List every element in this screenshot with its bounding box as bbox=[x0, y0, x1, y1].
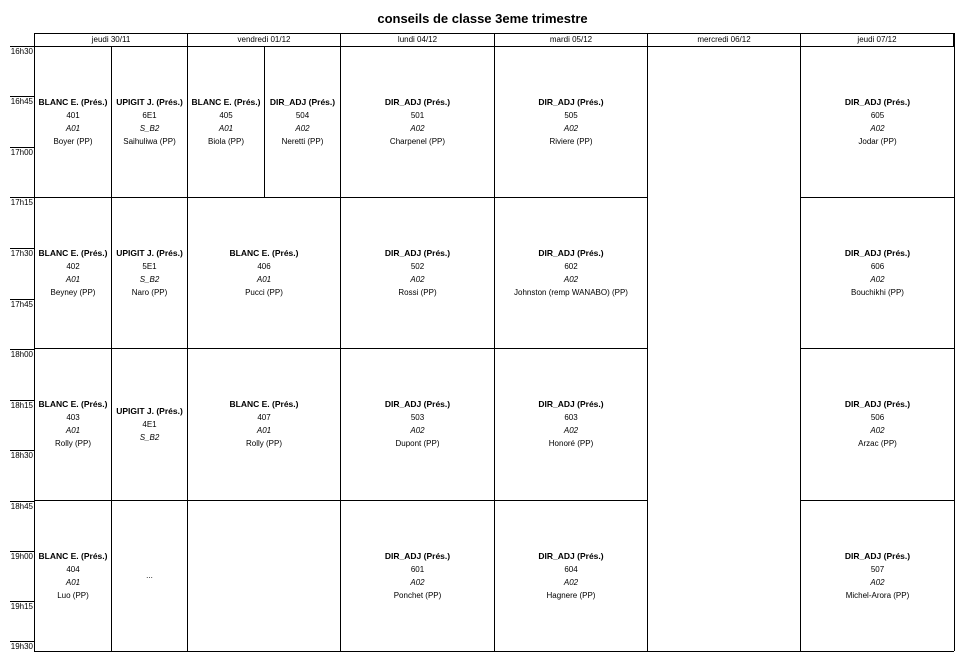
council-cell bbox=[112, 245, 187, 301]
council-cell bbox=[188, 245, 340, 301]
president: DIR_ADJ (Prés.) bbox=[844, 248, 911, 258]
council-cell bbox=[495, 94, 647, 150]
council-cell bbox=[341, 548, 494, 604]
head-teacher: Rossi (PP) bbox=[398, 288, 437, 297]
class: 602 bbox=[564, 262, 578, 271]
class: 404 bbox=[66, 565, 80, 574]
president: DIR_ADJ (Prés.) bbox=[844, 97, 911, 107]
president: UPIGIT J. (Prés.) bbox=[116, 406, 183, 416]
class: 402 bbox=[66, 262, 80, 271]
time-tick bbox=[10, 551, 34, 552]
council-cell bbox=[495, 245, 647, 301]
council-cell bbox=[265, 94, 340, 150]
head-teacher: Rolly (PP) bbox=[54, 439, 91, 448]
council-cell bbox=[801, 94, 954, 150]
president: DIR_ADJ (Prés.) bbox=[538, 551, 604, 561]
time-tick bbox=[10, 450, 34, 451]
head-teacher: Bouchikhi (PP) bbox=[851, 288, 904, 297]
class: 6E1 bbox=[142, 111, 157, 120]
council-cell bbox=[801, 396, 954, 452]
head-teacher: Boyer (PP) bbox=[53, 137, 93, 146]
head-teacher: Saihuliwa (PP) bbox=[123, 137, 176, 146]
president: DIR_ADJ (Prés.) bbox=[384, 248, 451, 258]
ellipsis-text: ... bbox=[146, 570, 153, 580]
grid-line bbox=[34, 651, 954, 652]
time-label: 19h15 bbox=[10, 602, 33, 611]
class: 504 bbox=[295, 111, 310, 120]
council-cell bbox=[495, 548, 647, 604]
council-cell bbox=[35, 548, 111, 604]
class: 4E1 bbox=[142, 420, 157, 429]
time-label: 18h45 bbox=[10, 502, 33, 511]
grid-line bbox=[647, 33, 648, 651]
council-cell bbox=[341, 396, 494, 452]
day-header-jeudi-07-12: jeudi 07/12 bbox=[800, 33, 954, 46]
head-teacher: Arzac (PP) bbox=[858, 439, 897, 448]
president: BLANC E. (Prés.) bbox=[38, 551, 108, 561]
grid-line bbox=[954, 33, 955, 651]
time-tick bbox=[10, 299, 34, 300]
council-cell bbox=[112, 94, 187, 150]
president: BLANC E. (Prés.) bbox=[38, 399, 108, 409]
class: 507 bbox=[870, 565, 885, 574]
head-teacher: Luo (PP) bbox=[57, 591, 89, 600]
grid-line bbox=[34, 500, 647, 501]
council-cell bbox=[35, 396, 111, 452]
head-teacher: Johnston (remp WANABO) (PP) bbox=[514, 288, 628, 297]
president: BLANC E. (Prés.) bbox=[191, 97, 261, 107]
page-title: conseils de classe 3eme trimestre bbox=[377, 11, 588, 26]
grid-line bbox=[34, 197, 647, 198]
class: 405 bbox=[219, 111, 233, 120]
class: 5E1 bbox=[142, 262, 157, 271]
time-label: 19h00 bbox=[10, 552, 33, 561]
time-tick bbox=[10, 248, 34, 249]
class: 503 bbox=[410, 413, 425, 422]
president: BLANC E. (Prés.) bbox=[229, 248, 299, 258]
room: S_B2 bbox=[139, 433, 160, 442]
class: 505 bbox=[564, 111, 578, 120]
room: A02 bbox=[410, 578, 425, 587]
president: DIR_ADJ (Prés.) bbox=[844, 551, 911, 561]
time-label: 18h15 bbox=[10, 401, 33, 410]
council-cell bbox=[341, 245, 494, 301]
room: A02 bbox=[563, 275, 579, 284]
president: BLANC E. (Prés.) bbox=[38, 248, 108, 258]
room: A02 bbox=[410, 124, 425, 133]
time-label: 17h15 bbox=[10, 198, 33, 207]
president: DIR_ADJ (Prés.) bbox=[538, 399, 604, 409]
class: 601 bbox=[410, 565, 425, 574]
council-cell bbox=[801, 245, 954, 301]
room: A01 bbox=[218, 124, 234, 133]
room: A02 bbox=[870, 426, 885, 435]
council-cell bbox=[35, 94, 111, 150]
council-cell bbox=[112, 403, 187, 446]
president: DIR_ADJ (Prés.) bbox=[844, 399, 911, 409]
council-cell bbox=[341, 94, 494, 150]
council-cell bbox=[112, 568, 187, 582]
head-teacher: Jodar (PP) bbox=[858, 137, 897, 146]
head-teacher: Honoré (PP) bbox=[548, 439, 594, 448]
class: 403 bbox=[66, 413, 80, 422]
head-teacher: Hagnere (PP) bbox=[546, 591, 596, 600]
room: A02 bbox=[410, 275, 425, 284]
day-header-mardi-05-12: mardi 05/12 bbox=[494, 33, 647, 46]
time-tick bbox=[10, 601, 34, 602]
room: A02 bbox=[870, 275, 885, 284]
head-teacher: Dupont (PP) bbox=[395, 439, 440, 448]
room: A01 bbox=[65, 124, 81, 133]
head-teacher: Charpenel (PP) bbox=[389, 137, 446, 146]
president: UPIGIT J. (Prés.) bbox=[116, 97, 183, 107]
room: A01 bbox=[65, 275, 81, 284]
time-tick bbox=[10, 349, 34, 350]
president: DIR_ADJ (Prés.) bbox=[538, 97, 604, 107]
day-header-jeudi-30-11: jeudi 30/11 bbox=[34, 33, 187, 46]
class: 501 bbox=[410, 111, 425, 120]
time-tick bbox=[10, 501, 34, 502]
president: DIR_ADJ (Prés.) bbox=[384, 399, 451, 409]
head-teacher: Ponchet (PP) bbox=[393, 591, 442, 600]
council-cell bbox=[188, 94, 264, 150]
council-cell bbox=[801, 548, 954, 604]
class: 401 bbox=[66, 111, 80, 120]
head-teacher: Michel-Arora (PP) bbox=[845, 591, 910, 600]
time-label: 16h30 bbox=[10, 47, 33, 56]
council-cell bbox=[188, 396, 340, 452]
time-tick bbox=[10, 400, 34, 401]
time-label: 17h30 bbox=[10, 249, 33, 258]
president: DIR_ADJ (Prés.) bbox=[538, 248, 604, 258]
time-tick bbox=[10, 641, 34, 642]
time-label: 18h30 bbox=[10, 451, 33, 460]
class: 502 bbox=[410, 262, 425, 271]
grid-line bbox=[800, 500, 954, 501]
class: 603 bbox=[564, 413, 578, 422]
room: A02 bbox=[410, 426, 425, 435]
room: A02 bbox=[295, 124, 310, 133]
time-label: 17h00 bbox=[10, 148, 33, 157]
time-tick bbox=[10, 147, 34, 148]
head-teacher: Biola (PP) bbox=[207, 137, 244, 146]
day-header-lundi-04-12: lundi 04/12 bbox=[340, 33, 494, 46]
time-tick bbox=[10, 96, 34, 97]
president: UPIGIT J. (Prés.) bbox=[116, 248, 183, 258]
room: A02 bbox=[870, 578, 885, 587]
day-header-mercredi-06-12: mercredi 06/12 bbox=[647, 33, 800, 46]
head-teacher: Pucci (PP) bbox=[245, 288, 283, 297]
time-tick bbox=[10, 197, 34, 198]
room: A02 bbox=[563, 578, 579, 587]
president: BLANC E. (Prés.) bbox=[229, 399, 299, 409]
class: 406 bbox=[257, 262, 271, 271]
room: A01 bbox=[65, 426, 81, 435]
room: A01 bbox=[65, 578, 81, 587]
head-teacher: Rolly (PP) bbox=[245, 439, 282, 448]
class: 605 bbox=[870, 111, 885, 120]
class: 606 bbox=[870, 262, 885, 271]
grid-line bbox=[800, 197, 954, 198]
grid-line bbox=[34, 348, 647, 349]
room: S_B2 bbox=[139, 124, 160, 133]
room: A02 bbox=[563, 426, 579, 435]
time-label: 17h45 bbox=[10, 300, 33, 309]
president: DIR_ADJ (Prés.) bbox=[384, 551, 451, 561]
class: 506 bbox=[870, 413, 885, 422]
room: S_B2 bbox=[139, 275, 160, 284]
time-label: 19h30 bbox=[10, 642, 33, 651]
council-cell bbox=[35, 245, 111, 301]
room: A01 bbox=[256, 275, 272, 284]
room: A02 bbox=[563, 124, 579, 133]
president: DIR_ADJ (Prés.) bbox=[384, 97, 451, 107]
head-teacher: Beyney (PP) bbox=[50, 288, 96, 297]
head-teacher: Neretti (PP) bbox=[281, 137, 324, 146]
time-label: 18h00 bbox=[10, 350, 33, 359]
head-teacher: Naro (PP) bbox=[131, 288, 168, 297]
time-label: 16h45 bbox=[10, 97, 33, 106]
room: A02 bbox=[870, 124, 885, 133]
class: 407 bbox=[257, 413, 271, 422]
president: DIR_ADJ (Prés.) bbox=[269, 97, 336, 107]
head-teacher: Riviere (PP) bbox=[549, 137, 593, 146]
council-cell bbox=[495, 396, 647, 452]
room: A01 bbox=[256, 426, 272, 435]
class: 604 bbox=[564, 565, 578, 574]
president: BLANC E. (Prés.) bbox=[38, 97, 108, 107]
time-tick bbox=[10, 46, 34, 47]
day-header-vendredi-01-12: vendredi 01/12 bbox=[187, 33, 340, 46]
grid-line bbox=[800, 348, 954, 349]
